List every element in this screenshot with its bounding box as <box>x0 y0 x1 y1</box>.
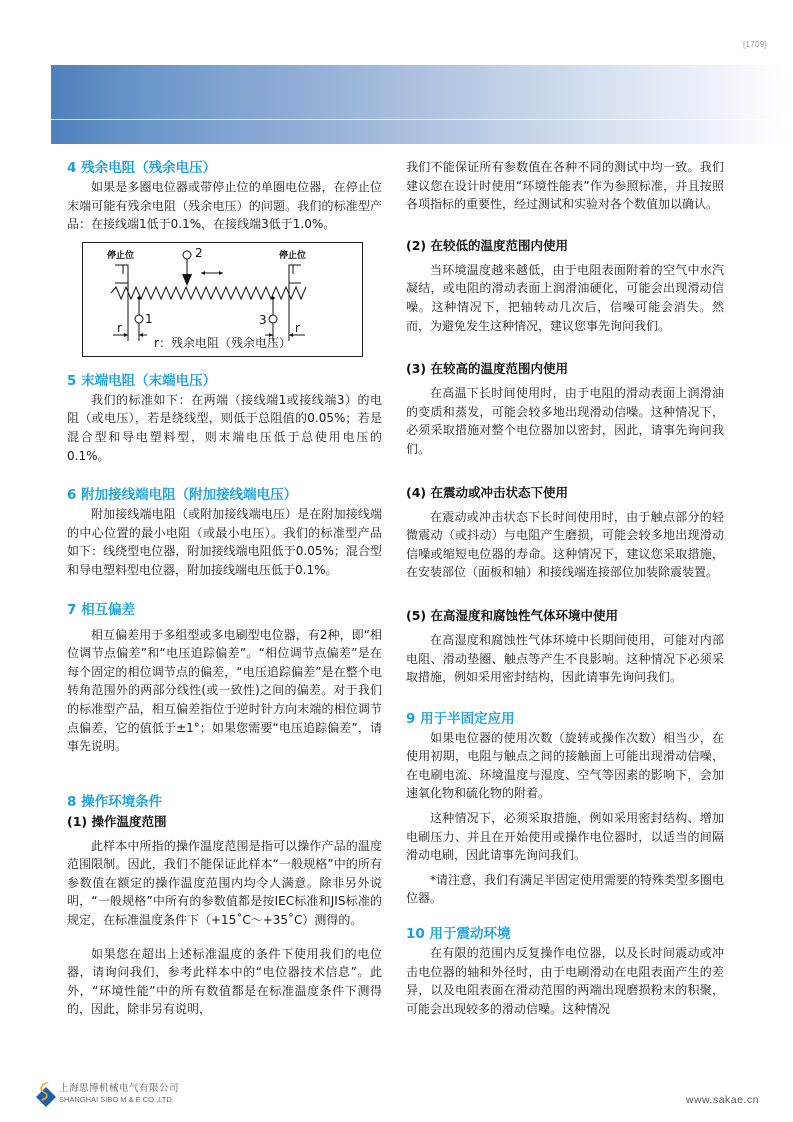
website-link[interactable]: www.sakae.cn <box>685 1094 759 1106</box>
paragraph-semi-fixed-2: 这种情况下，必须采取措施，例如采用密封结构、增加电刷压力、并且在开始使用或操作电位器时，以适当的间隔滑动电刷，因此请事先询问我们。 <box>406 811 724 863</box>
paragraph-semi-fixed-note: *请注意，我们有满足半固定使用需要的特殊类型多圈电位器。 <box>406 872 725 906</box>
subsection-title-vibration-shock: (4) 在震动或冲击状态下使用 <box>406 484 568 500</box>
section-title-tap-resistance: 6 附加接线端电阻（附加接线端电压） <box>67 487 298 504</box>
subsection-title-high-temperature: (3) 在较高的温度范围内使用 <box>406 361 568 377</box>
terminal-3-label: 3 <box>259 312 267 327</box>
section-title-semi-fixed: 9 用于半固定应用 <box>406 710 515 727</box>
paragraph-low-temperature: 当环境温度越来越低，由于电阻表面附着的空气中水汽凝结，或电阻的滑动表面上润滑油硬化，可能会出现滑动信噪。这种情况下，把轴转动几次后，信噪可能会消失。然而，为避免发生这种情况，建议您事先询问我们。 <box>406 262 724 333</box>
stop-label-right: 停止位 <box>279 250 307 261</box>
section-title-vibration-environment: 10 用于震动环境 <box>406 926 511 943</box>
company-logo-icon <box>34 1081 58 1109</box>
r-label-right: r <box>295 320 300 335</box>
terminal-2-label: 2 <box>195 245 203 260</box>
banner-divider <box>51 119 788 120</box>
stop-label-left: 停止位 <box>107 250 135 261</box>
paragraph-residual-resistance: 如果是多圈电位器或带停止位的单圈电位器，在停止位末端可能有残余电阻（残余电压）的问题。我们的标准型产品：在接线端1低于0.1%，在接线端3低于1.0%。 <box>67 180 382 232</box>
paragraph-temperature-range-1: 此样本中所指的操作温度范围是指可以操作产品的温度范围限制。因此，我们不能保证此样本“一般规格”中的所有参数值在额定的操作温度范围内均令人满意。除非另外说明，“一般规格”中所有的参数值都是按IEC标准和JIS标准的规定，在标准温度条件下（+15˚C～+35˚C）测得的。 <box>67 838 382 928</box>
header-banner <box>51 65 788 144</box>
paragraph-temperature-continued: 我们不能保证所有参数值在各种不同的测试中均一致。我们建议您在设计时使用“环境性能表”作为参照标准，并且按照各项指标的重要性，经过测试和实验对各个数值加以确认。 <box>406 160 724 212</box>
residual-resistance-diagram <box>82 242 363 357</box>
left-column <box>67 158 382 1019</box>
paragraph-semi-fixed-1: 如果电位器的使用次数（旋转或操作次数）相当少，在使用初期，电阻与触点之间的接触面上可能出现滑动信噪，在电刷电流、环境温度与湿度、空气等因素的影响下，会加速氧化物和硫化物的附着。 <box>406 730 724 801</box>
paragraph-tap-resistance: 附加接线端电阻（或附加接线端电压）是在附加接线端的中心位置的最小电阻（或最小电压）。我们的标准型产品如下：线绕型电位器，附加接线端电阻低于0.05%；混合型和导电塑料型电位器，附加接线端电压低于0.1%。 <box>67 507 382 577</box>
paragraph-mutual-deviation: 相互偏差用于多组型或多电刷型电位器，有2种，即“相位调节点偏差”和“电压追踪偏差”。“相位调节点偏差”是在每个固定的相位调节点的偏差，“电压追踪偏差”是在整个电转角范围外的两部分线性(或一致性)之间的偏差。对于我们的标准型产品，相互偏差指位于逆时针方向末端的相位调节点偏差，它的值低于±1°；如果您需要“电压追踪偏差”，请事先说明。 <box>67 627 382 754</box>
paragraph-high-temperature: 在高温下长时间使用时，由于电阻的滑动表面上润滑油的变质和蒸发，可能会较多地出现滑动信噪。这种情况下，必须采取措施对整个电位器加以密封，因此，请事先询问我们。 <box>406 386 724 456</box>
diagram-caption: r：残余电阻（残余电压） <box>154 336 291 351</box>
paragraph-vibration-environment: 在有限的范围内反复操作电位器，以及长时间震动或冲击电位器的轴和外径时，由于电刷滑动在电阻表面产生的差异，以及电阻表面在滑动范围的两端出现磨损粉末的积聚，可能会出现较多的滑动信噪。这种情况 <box>406 946 724 1016</box>
paragraph-temperature-range-2: 如果您在超出上述标准温度的条件下使用我们的电位器，请询问我们，参考此样本中的“电位器技术信息”。此外，“环境性能”中的所有数值都是在标准温度条件下测得的，因此，除非另有说明， <box>67 946 382 1017</box>
section-title-operating-conditions: 8 操作环境条件 <box>67 793 163 810</box>
section-title-residual-resistance: 4 残余电阻（残余电压） <box>67 160 217 176</box>
paragraph-end-resistance: 我们的标准如下：在两端（接线端1或接线端3）的电阻（或电压），若是绕线型，则低于总阻值的0.05%；若是混合型和导电塑料型，则末端电压低于总使用电压的0.1%。 <box>67 392 382 463</box>
company-name-english: SHANGHAI SIBO M & E CO.,LTD. <box>59 1095 174 1104</box>
section-title-end-resistance: 5 末端电阻（末端电压） <box>67 372 217 389</box>
company-name-chinese: 上海思博机械电气有限公司 <box>59 1083 180 1094</box>
r-label-left: r <box>117 320 122 335</box>
paragraph-vibration-shock: 在震动或冲击状态下长时间使用时，由于触点部分的轻微震动（或抖动）与电阻产生磨损，可能会较多地出现滑动信噪或缩短电位器的寿命。这种情况下，建议您采取措施，在安装部位（面板和轴）和接线端连接部位加装除震装置。 <box>406 509 724 580</box>
subsection-title-humidity-corrosive: (5) 在高湿度和腐蚀性气体环境中使用 <box>406 607 618 623</box>
section-title-mutual-deviation: 7 相互偏差 <box>67 601 136 618</box>
terminal-1-label: 1 <box>145 311 153 326</box>
right-column <box>406 158 724 1018</box>
subsection-title-low-temperature: (2) 在较低的温度范围内使用 <box>406 237 568 253</box>
subsection-title-temperature-range: (1) 操作温度范围 <box>67 813 167 829</box>
page-number: [1709] <box>742 40 767 49</box>
paragraph-humidity-corrosive: 在高湿度和腐蚀性气体环境中长期间使用，可能对内部电阻、滑动垫圈、触点等产生不良影响。这种情况下必须采取措施，例如采用密封结构，因此请事先询问我们。 <box>406 632 724 685</box>
